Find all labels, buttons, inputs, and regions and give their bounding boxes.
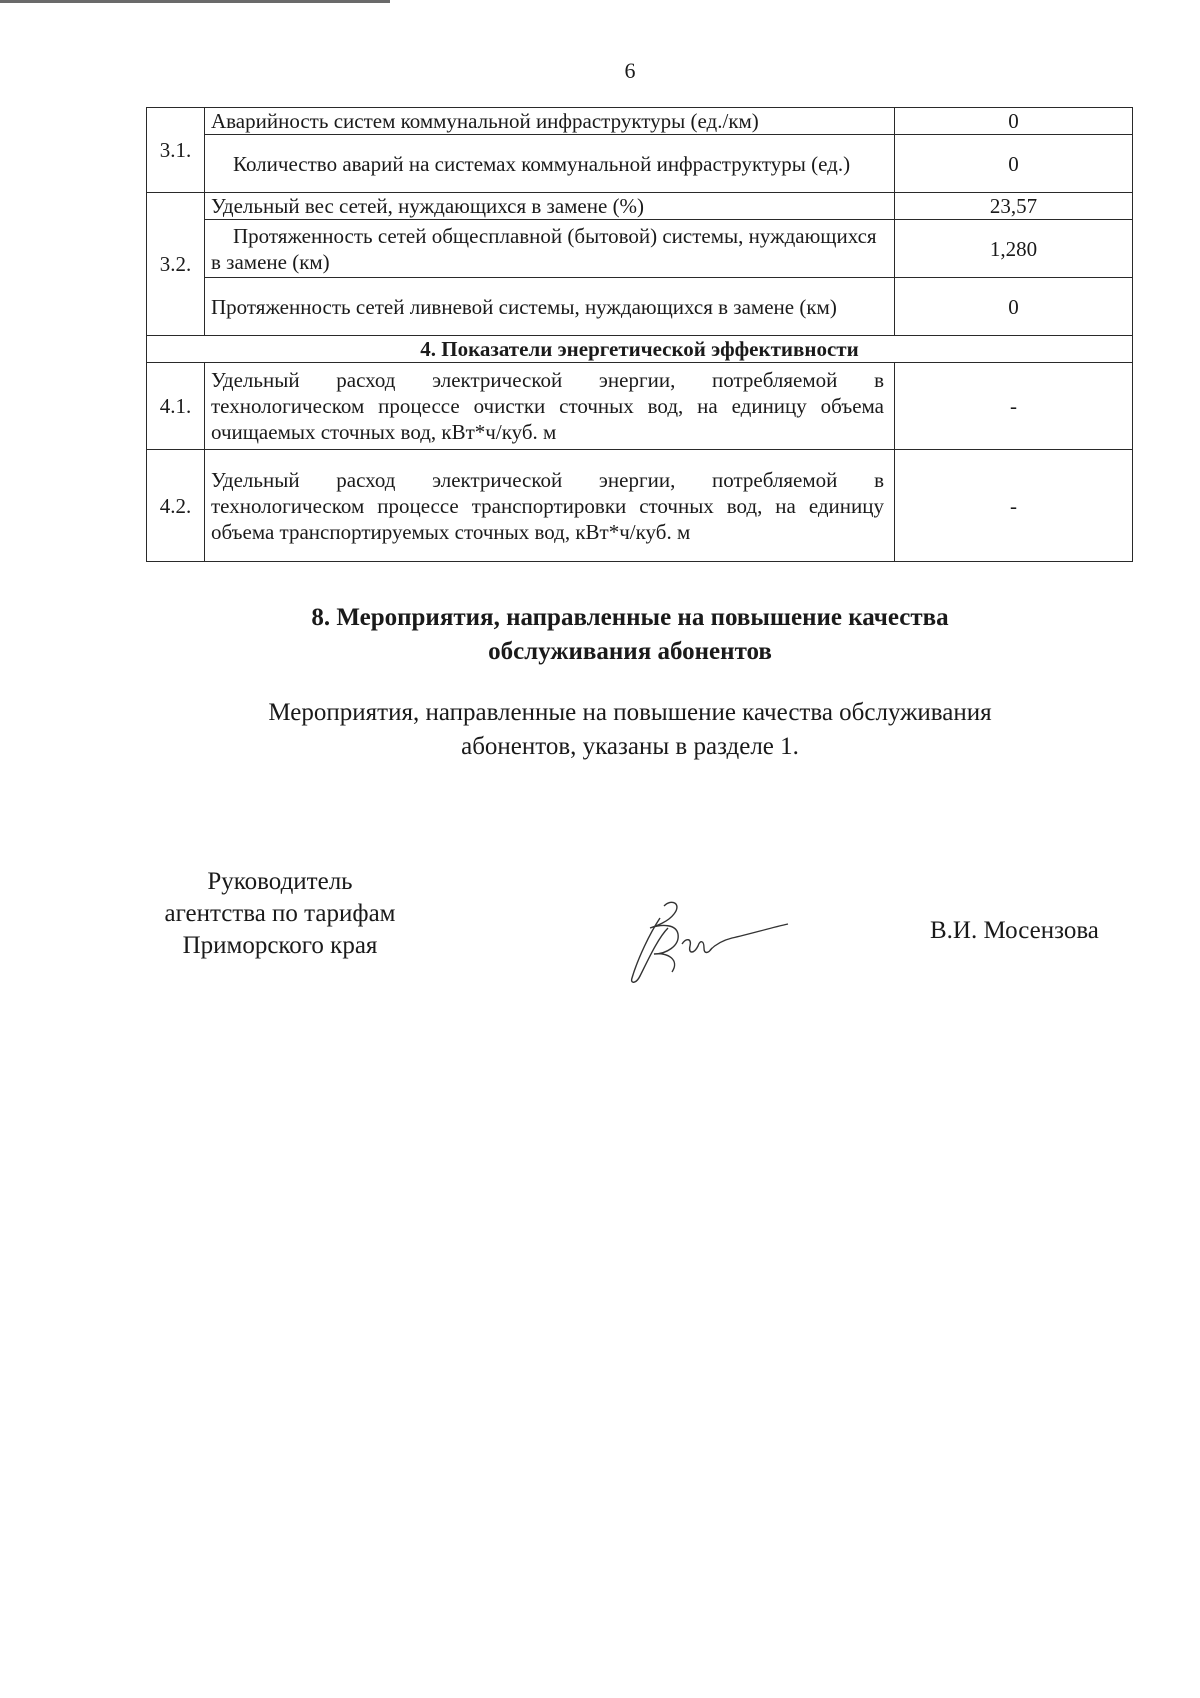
table-row [147, 135, 1133, 193]
title-line: Приморского края [182, 932, 378, 959]
table-row [147, 363, 1133, 450]
signer-name: В.И. Мосензова [930, 917, 1099, 944]
row-number: 4.1. [147, 363, 205, 450]
text-line: абонентов, указаны в разделе 1. [461, 733, 799, 760]
indicator-value: 1,280 [895, 220, 1133, 278]
section-title: 4. Показатели энергетической эффективности [147, 336, 1133, 363]
table-row [147, 278, 1133, 336]
indicator-value: - [895, 450, 1133, 562]
indicator-description: Удельный расход электрической энергии, потребляемой в технологическом процессе транспортировки сточных вод, на единицу объема транспортируемых сточных вод, кВт*ч/куб. м [205, 450, 895, 562]
section-8-text [0, 696, 1200, 764]
indicator-value: - [895, 363, 1133, 450]
handwritten-signature [620, 898, 790, 988]
row-number: 3.1. [147, 108, 205, 193]
indicator-description: Протяженность сетей ливневой системы, нуждающихся в замене (км) [205, 278, 895, 336]
section-row [147, 336, 1133, 363]
indicator-description: Количество аварий на системах коммунальной инфраструктуры (ед.) [205, 135, 895, 193]
heading-line: обслуживания абонентов [488, 638, 772, 665]
page-number: 6 [624, 58, 636, 83]
heading-line: 8. Мероприятия, направленные на повышение качества [311, 604, 949, 631]
table-row [147, 220, 1133, 278]
indicator-value: 0 [895, 278, 1133, 336]
row-number: 4.2. [147, 450, 205, 562]
indicator-value: 0 [895, 108, 1133, 135]
scan-edge-mark [0, 0, 390, 3]
indicator-value: 23,57 [895, 193, 1133, 220]
indicator-value: 0 [895, 135, 1133, 193]
text-line: Мероприятия, направленные на повышение качества обслуживания [268, 699, 992, 726]
table-row [147, 193, 1133, 220]
indicator-description: Протяженность сетей общесплавной (бытовой) системы, нуждающихся в замене (км) [205, 220, 895, 278]
title-line: агентства по тарифам [164, 900, 396, 927]
table-row [147, 108, 1133, 135]
indicators-table [146, 107, 1133, 562]
row-number: 3.2. [147, 193, 205, 336]
indicator-description: Аварийность систем коммунальной инфраструктуры (ед./км) [205, 108, 895, 135]
indicator-description: Удельный вес сетей, нуждающихся в замене (%) [205, 193, 895, 220]
title-line: Руководитель [207, 868, 353, 895]
table-row [147, 450, 1133, 562]
signer-title [135, 866, 425, 962]
indicator-description: Удельный расход электрической энергии, потребляемой в технологическом процессе очистки сточных вод, на единицу объема очищаемых сточных вод, кВт*ч/куб. м [205, 363, 895, 450]
section-8-heading [0, 601, 1200, 669]
